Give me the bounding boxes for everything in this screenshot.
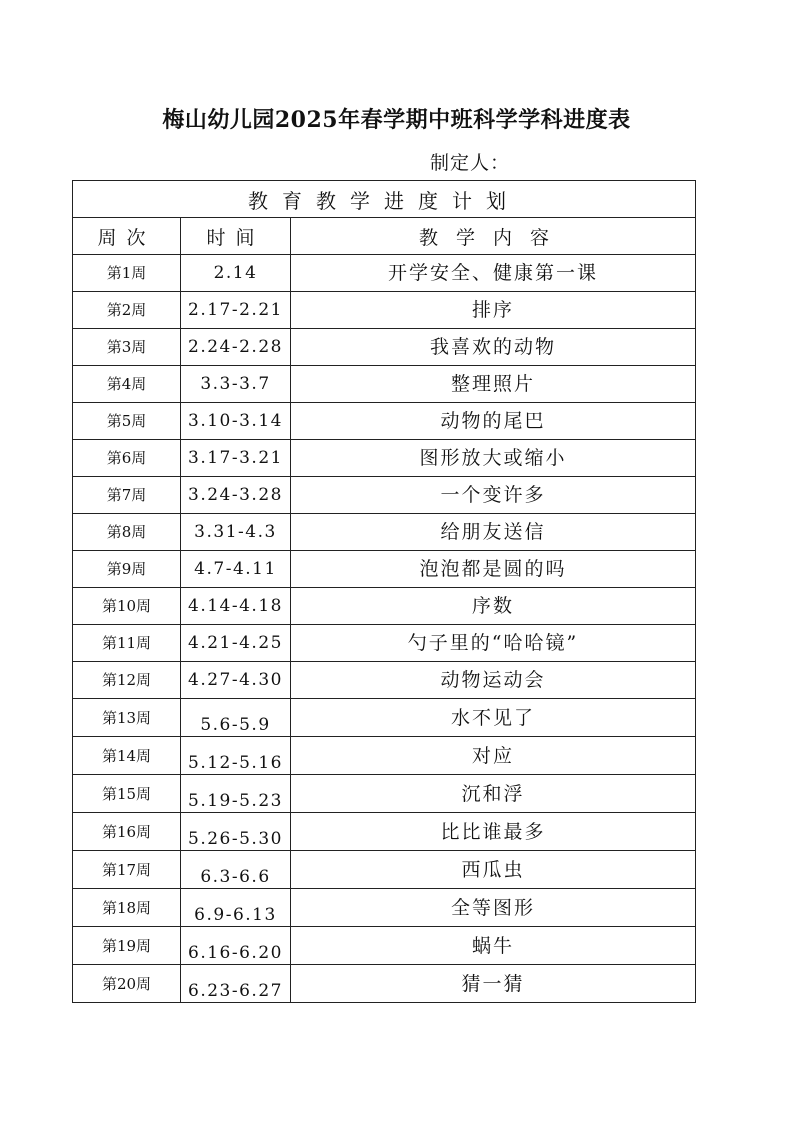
table-row <box>73 329 696 366</box>
table-banner: 教育教学进度计划 <box>73 181 696 218</box>
week-cell: 第2周 <box>73 292 181 329</box>
table-row <box>73 292 696 329</box>
table-row <box>73 889 696 927</box>
date-cell: 4.7-4.11 <box>181 551 291 588</box>
content-cell: 给朋友送信 <box>291 514 696 551</box>
week-cell: 第14周 <box>73 737 181 775</box>
content-cell: 猜一猜 <box>291 965 696 1003</box>
week-cell: 第11周 <box>73 625 181 662</box>
date-cell: 4.21-4.25 <box>181 625 291 662</box>
table-row <box>73 551 696 588</box>
date-cell: 6.9-6.13 <box>181 889 291 927</box>
date-cell: 5.19-5.23 <box>181 775 291 813</box>
table-row <box>73 625 696 662</box>
date-cell: 4.27-4.30 <box>181 662 291 699</box>
week-cell: 第6周 <box>73 440 181 477</box>
content-cell: 西瓜虫 <box>291 851 696 889</box>
date-cell: 3.3-3.7 <box>181 366 291 403</box>
table-row <box>73 699 696 737</box>
header-week: 周次 <box>73 218 181 255</box>
table-row <box>73 927 696 965</box>
content-cell: 开学安全、健康第一课 <box>291 255 696 292</box>
date-cell: 3.24-3.28 <box>181 477 291 514</box>
header-date: 时间 <box>181 218 291 255</box>
date-cell: 2.14 <box>181 255 291 292</box>
table-row <box>73 440 696 477</box>
document-title: 梅山幼儿园2025年春学期中班科学学科进度表 <box>162 107 631 133</box>
week-cell: 第12周 <box>73 662 181 699</box>
date-cell: 5.6-5.9 <box>181 699 291 737</box>
content-cell: 蜗牛 <box>291 927 696 965</box>
content-cell: 对应 <box>291 737 696 775</box>
content-cell: 序数 <box>291 588 696 625</box>
table-row <box>73 477 696 514</box>
content-cell: 沉和浮 <box>291 775 696 813</box>
week-cell: 第10周 <box>73 588 181 625</box>
date-cell: 3.10-3.14 <box>181 403 291 440</box>
date-cell: 5.12-5.16 <box>181 737 291 775</box>
table-body <box>73 255 696 1003</box>
week-cell: 第20周 <box>73 965 181 1003</box>
maker-label: 制定人： <box>430 152 511 174</box>
schedule-table <box>72 180 696 1003</box>
content-cell: 全等图形 <box>291 889 696 927</box>
table-row <box>73 813 696 851</box>
table-header-row <box>73 218 696 255</box>
table-row <box>73 403 696 440</box>
table-row <box>73 588 696 625</box>
table-row <box>73 965 696 1003</box>
week-cell: 第9周 <box>73 551 181 588</box>
week-cell: 第8周 <box>73 514 181 551</box>
table-row <box>73 851 696 889</box>
content-cell: 整理照片 <box>291 366 696 403</box>
date-cell: 6.16-6.20 <box>181 927 291 965</box>
content-cell: 勺子里的“哈哈镜” <box>291 625 696 662</box>
date-cell: 2.24-2.28 <box>181 329 291 366</box>
table-banner-row <box>73 181 696 218</box>
date-cell: 5.26-5.30 <box>181 813 291 851</box>
table-row <box>73 662 696 699</box>
date-cell: 6.3-6.6 <box>181 851 291 889</box>
week-cell: 第13周 <box>73 699 181 737</box>
content-cell: 一个变许多 <box>291 477 696 514</box>
content-cell: 比比谁最多 <box>291 813 696 851</box>
week-cell: 第4周 <box>73 366 181 403</box>
week-cell: 第3周 <box>73 329 181 366</box>
week-cell: 第18周 <box>73 889 181 927</box>
week-cell: 第17周 <box>73 851 181 889</box>
week-cell: 第1周 <box>73 255 181 292</box>
date-cell: 3.31-4.3 <box>181 514 291 551</box>
week-cell: 第15周 <box>73 775 181 813</box>
table-row <box>73 737 696 775</box>
header-content: 教学内容 <box>291 218 696 255</box>
content-cell: 动物的尾巴 <box>291 403 696 440</box>
content-cell: 我喜欢的动物 <box>291 329 696 366</box>
date-cell: 2.17-2.21 <box>181 292 291 329</box>
content-cell: 泡泡都是圆的吗 <box>291 551 696 588</box>
table-row <box>73 255 696 292</box>
week-cell: 第19周 <box>73 927 181 965</box>
content-cell: 动物运动会 <box>291 662 696 699</box>
date-cell: 3.17-3.21 <box>181 440 291 477</box>
content-cell: 水不见了 <box>291 699 696 737</box>
table-row <box>73 775 696 813</box>
content-cell: 排序 <box>291 292 696 329</box>
week-cell: 第16周 <box>73 813 181 851</box>
week-cell: 第7周 <box>73 477 181 514</box>
week-cell: 第5周 <box>73 403 181 440</box>
content-cell: 图形放大或缩小 <box>291 440 696 477</box>
table-row <box>73 514 696 551</box>
date-cell: 6.23-6.27 <box>181 965 291 1003</box>
date-cell: 4.14-4.18 <box>181 588 291 625</box>
table-row <box>73 366 696 403</box>
